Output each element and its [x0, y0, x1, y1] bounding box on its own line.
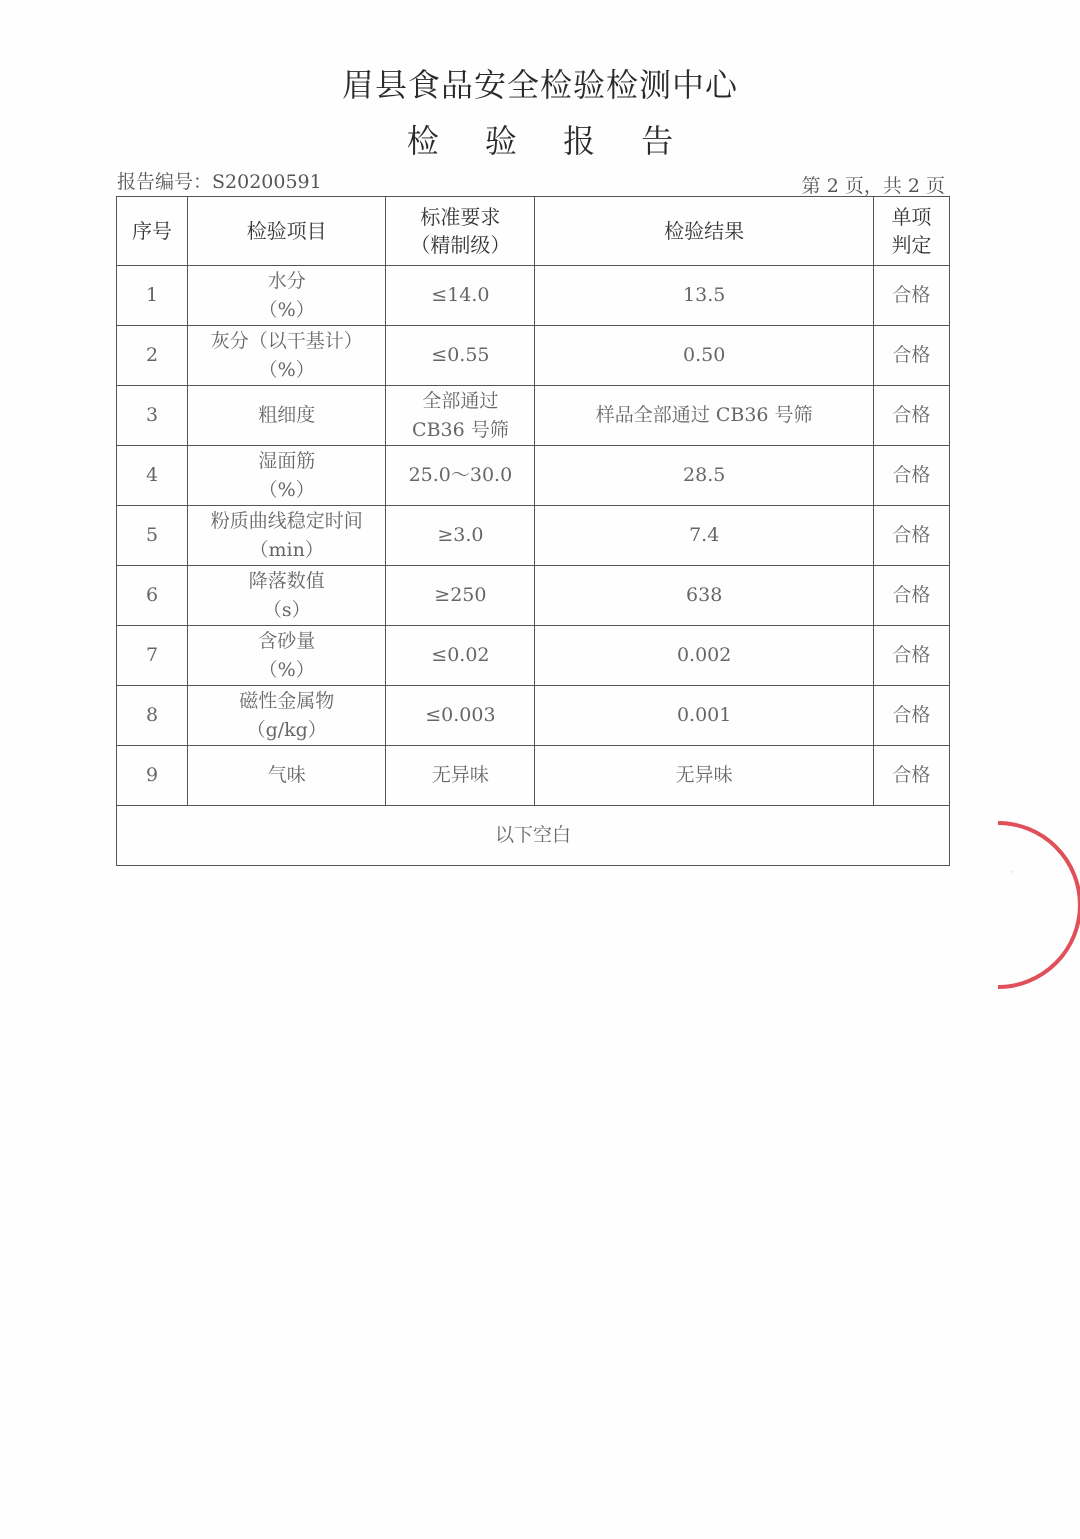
cell-result	[535, 446, 873, 506]
standard-value: ≥250	[434, 584, 487, 606]
result-value: 0.001	[676, 704, 732, 726]
cell-standard	[386, 506, 535, 566]
cell-item	[188, 446, 386, 506]
standard-value: 25.0～30.0	[408, 464, 513, 486]
item-unit: （s）	[262, 598, 311, 621]
table-row	[117, 266, 950, 326]
cell-standard	[386, 326, 535, 386]
cell-judge	[873, 266, 949, 326]
header-judge-line2: 判定	[891, 233, 932, 257]
table-row	[117, 566, 950, 626]
judgement: 合格	[892, 344, 931, 366]
cell-result	[535, 746, 873, 806]
cell-no	[117, 566, 188, 626]
cell-judge	[873, 446, 949, 506]
table-row	[117, 506, 950, 566]
judgement: 合格	[892, 764, 931, 786]
standard-value: ≤14.0	[431, 284, 490, 306]
cell-standard	[386, 446, 535, 506]
cell-result	[535, 626, 873, 686]
header-result: 检验结果	[535, 197, 873, 266]
result-value: 无异味	[675, 764, 733, 786]
cell-standard	[386, 566, 535, 626]
cell-result	[535, 686, 873, 746]
row-number: 2	[145, 344, 159, 366]
cell-no	[117, 506, 188, 566]
official-seal	[990, 815, 1080, 995]
item-unit: （%）	[258, 358, 315, 381]
result-value: 638	[686, 584, 723, 606]
cell-judge	[873, 746, 949, 806]
standard-value: ≤0.02	[431, 644, 490, 666]
cell-result	[535, 266, 873, 326]
judgement: 合格	[892, 404, 931, 426]
result-value: 样品全部通过 CB36 号筛	[595, 404, 813, 426]
cell-no	[117, 626, 188, 686]
cell-standard	[386, 386, 535, 446]
table-row	[117, 326, 950, 386]
header-no: 序号	[117, 197, 188, 266]
item-unit: （min）	[249, 538, 324, 561]
item-unit: （%）	[258, 658, 315, 681]
cell-no	[117, 386, 188, 446]
item-name: 磁性金属物	[239, 689, 335, 712]
cell-result	[535, 326, 873, 386]
table-row	[117, 446, 950, 506]
item-unit: （g/kg）	[246, 718, 327, 741]
cell-no	[117, 266, 188, 326]
cell-result	[535, 506, 873, 566]
item-name: 粉质曲线稳定时间	[210, 509, 363, 532]
standard-value: 全部通过	[422, 389, 499, 412]
cell-no	[117, 746, 188, 806]
cell-no	[117, 446, 188, 506]
standard-value: ≤0.003	[425, 704, 496, 726]
judgement: 合格	[892, 284, 931, 306]
standard-value: ≤0.55	[431, 344, 490, 366]
judgement: 合格	[892, 704, 931, 726]
result-value: 28.5	[683, 464, 726, 486]
row-number: 3	[145, 404, 159, 426]
item-name: 湿面筋	[258, 449, 316, 472]
item-name: 粗细度	[258, 404, 316, 426]
row-number: 8	[145, 704, 159, 726]
cell-judge	[873, 506, 949, 566]
footer-row	[117, 806, 950, 866]
row-number: 4	[145, 464, 159, 486]
item-name: 灰分（以干基计）	[210, 329, 363, 352]
cell-judge	[873, 626, 949, 686]
blank-note: 以下空白	[117, 806, 950, 866]
cell-standard	[386, 626, 535, 686]
cell-item	[188, 266, 386, 326]
item-name: 水分	[267, 269, 306, 292]
page-info: 第 2 页，共 2 页	[801, 175, 945, 197]
cell-item	[188, 326, 386, 386]
header-item: 检验项目	[188, 197, 386, 266]
results-table	[116, 196, 950, 866]
result-value: 7.4	[689, 524, 720, 546]
cell-no	[117, 686, 188, 746]
cell-judge	[873, 386, 949, 446]
row-number: 5	[145, 524, 159, 546]
seal-text-fragment: ·	[1010, 868, 1013, 878]
cell-judge	[873, 326, 949, 386]
header-standard-line1: 标准要求	[420, 205, 501, 229]
header-standard	[386, 197, 535, 266]
header-standard-line2: （精制级）	[410, 233, 511, 257]
cell-judge	[873, 566, 949, 626]
seal-edge	[998, 823, 1080, 987]
standard-value-line2: CB36 号筛	[412, 418, 509, 441]
row-number: 7	[145, 644, 159, 666]
row-number: 9	[145, 764, 159, 786]
table-row	[117, 626, 950, 686]
judgement: 合格	[892, 524, 931, 546]
org-name: 眉县食品安全检验检测中心	[341, 66, 738, 104]
table-row	[117, 386, 950, 446]
cell-result	[535, 566, 873, 626]
judgement: 合格	[892, 584, 931, 606]
cell-item	[188, 386, 386, 446]
report-number: 报告编号：S20200591	[117, 171, 322, 193]
report-title: 检 验 报 告	[406, 122, 692, 160]
header-judge-line1: 单项	[891, 205, 932, 229]
judgement: 合格	[892, 464, 931, 486]
item-name: 气味	[267, 764, 306, 786]
row-number: 1	[145, 284, 159, 306]
item-name: 含砂量	[258, 629, 316, 652]
table-row	[117, 686, 950, 746]
result-value: 13.5	[683, 284, 726, 306]
result-value: 0.50	[683, 344, 726, 366]
cell-item	[188, 506, 386, 566]
item-unit: （%）	[258, 478, 315, 501]
judgement: 合格	[892, 644, 931, 666]
cell-standard	[386, 686, 535, 746]
table-row	[117, 746, 950, 806]
cell-no	[117, 326, 188, 386]
standard-value: ≥3.0	[437, 524, 484, 546]
item-name: 降落数值	[248, 569, 325, 592]
cell-judge	[873, 686, 949, 746]
header-judge	[873, 197, 949, 266]
cell-standard	[386, 746, 535, 806]
row-number: 6	[145, 584, 159, 606]
standard-value: 无异味	[431, 764, 489, 786]
table-header-row	[117, 197, 950, 266]
item-unit: （%）	[258, 298, 315, 321]
cell-result	[535, 386, 873, 446]
result-value: 0.002	[676, 644, 732, 666]
cell-item	[188, 686, 386, 746]
cell-standard	[386, 266, 535, 326]
cell-item	[188, 626, 386, 686]
cell-item	[188, 746, 386, 806]
cell-item	[188, 566, 386, 626]
